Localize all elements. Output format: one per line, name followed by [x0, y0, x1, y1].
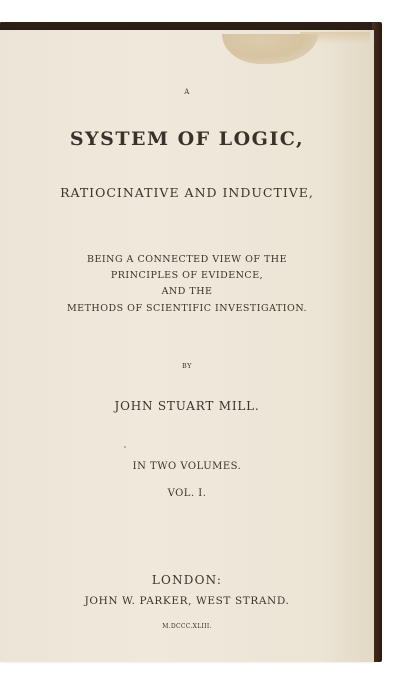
title-article: A	[184, 88, 190, 96]
description-line-2: PRINCIPLES OF EVIDENCE,	[110, 270, 264, 281]
book-title: SYSTEM OF LOGIC,	[69, 128, 305, 150]
foxing-spot	[124, 446, 126, 448]
author-name: JOHN STUART MILL.	[114, 399, 260, 413]
by-label: BY	[182, 362, 192, 370]
volumes-note: IN TWO VOLUMES.	[132, 461, 242, 472]
volume-number: VOL. I.	[167, 488, 207, 499]
publisher: JOHN W. PARKER, WEST STRAND.	[84, 595, 290, 607]
publication-date: M.DCCC.XLIII.	[162, 623, 212, 630]
book-subtitle: RATIOCINATIVE AND INDUCTIVE,	[60, 185, 314, 200]
publication-city: LONDON:	[151, 573, 223, 587]
title-page	[0, 30, 374, 662]
description-line-4: METHODS OF SCIENTIFIC INVESTIGATION.	[66, 303, 308, 314]
page-edge-discoloration	[300, 32, 370, 44]
description-line-3: AND THE	[161, 286, 213, 297]
description-line-1: BEING A CONNECTED VIEW OF THE	[86, 254, 288, 265]
